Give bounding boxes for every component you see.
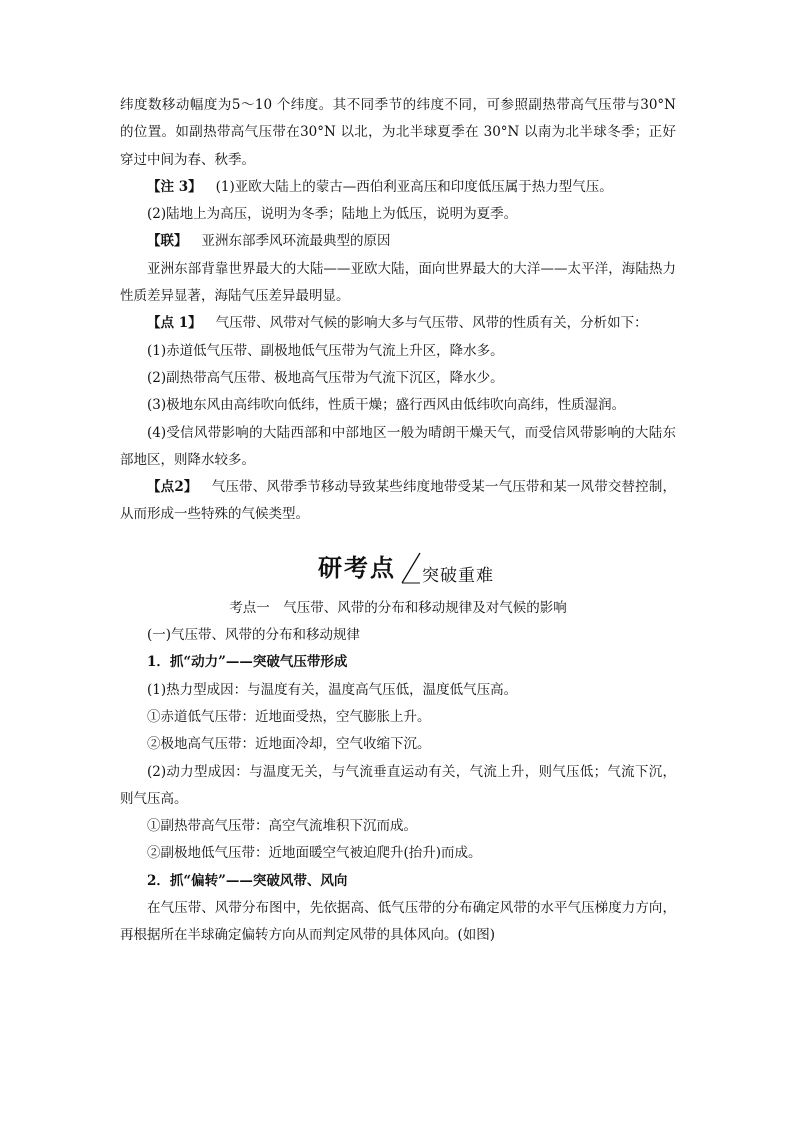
item1-dynamic: (2)动力型成因：与温度无关，与气流垂直运动有关，气流上升，则气压低；气流下沉，则气压高。 bbox=[120, 763, 676, 807]
item1-thermal-2: ②极地高气压带：近地面冷却，空气收缩下沉。 bbox=[147, 736, 431, 753]
point1-item-4: (4)受信风带影响的大陆西部和中部地区一般为晴朗干燥天气，而受信风带影响的大陆东部地区，则降水较多。 bbox=[120, 424, 676, 468]
point1-item-2: (2)副热带高气压带、极地高气压带为气流下沉区，降水少。 bbox=[147, 369, 504, 386]
point1-intro-text: 气压带、风带对气候的影响大多与气压带、风带的性质有关，分析如下： bbox=[215, 315, 648, 332]
item1-thermal: (1)热力型成因：与温度有关，温度高气压低，温度低气压高。 bbox=[147, 681, 518, 698]
point2-tag: 【点2】 bbox=[147, 479, 198, 496]
item1-dynamic-1: ①副热带高气压带：高空气流堆积下沉而成。 bbox=[147, 818, 417, 835]
note3-tag: 【注 3】 bbox=[147, 178, 202, 195]
item1-dynamic-2: ②副极地低气压带：近地面暖空气被迫爬升(抬升)而成。 bbox=[147, 845, 482, 862]
item2-body: 在气压带、风带分布图中，先依据高、低气压带的分布确定风带的水平气压梯度力方向，再根据所在半球确定偏转方向从而判定风带的具体风向。(如图) bbox=[120, 900, 676, 944]
point1-item-3: (3)极地东风由高纬吹向低纬，性质干燥；盛行西风由低纬吹向高纬，性质湿润。 bbox=[147, 397, 626, 414]
banner-slash-divider bbox=[398, 551, 422, 587]
point2-paragraph bbox=[120, 474, 676, 529]
document-body bbox=[120, 92, 676, 950]
paragraph-latitude-shift: 纬度数移动幅度为5～10 个纬度。其不同季节的纬度不同，可参照副热带高气压带与30°N 的位置。如副热带高气压带在30°N 以北，为北半球夏季在 30°N 以南为北半球冬季；正好穿过中间为春、秋季。 bbox=[120, 97, 676, 168]
lian-body: 亚洲东部背靠世界最大的大陆——亚欧大陆，面向世界最大的大洋——太平洋，海陆热力性质差异显著，海陆气压差异最明显。 bbox=[120, 260, 676, 305]
subsection-1: (一)气压带、风带的分布和移动规律 bbox=[147, 627, 361, 644]
lian-tag: 【联】 bbox=[147, 233, 188, 250]
point2-text: 气压带、风带季节移动导致某些纬度地带受某一气压带和某一风带交替控制，从而形成一些特殊的气候类型。 bbox=[120, 479, 676, 523]
item1-title: 1．抓“动力”——突破气压带形成 bbox=[147, 654, 348, 671]
lian-heading bbox=[120, 228, 676, 255]
point1-intro bbox=[120, 310, 676, 337]
note3-line2: (2)陆地上为高压，说明为冬季；陆地上为低压，说明为夏季。 bbox=[147, 206, 518, 223]
note3-line1 bbox=[120, 174, 676, 201]
note3-text1: (1)亚欧大陆上的蒙古—西伯利亚高压和印度低压属于热力型气压。 bbox=[215, 178, 613, 195]
section-banner bbox=[120, 551, 676, 595]
item1-thermal-1: ①赤道低气压带：近地面受热，空气膨胀上升。 bbox=[147, 708, 431, 725]
section-heading: 考点一 气压带、风带的分布和移动规律及对气候的影响 bbox=[229, 599, 567, 616]
lian-title: 亚洲东部季风环流最典型的原因 bbox=[201, 233, 391, 250]
point1-tag: 【点 1】 bbox=[147, 315, 202, 332]
banner-title: 研考点 bbox=[318, 553, 396, 582]
item2-title: 2．抓“偏转”——突破风带、风向 bbox=[147, 872, 348, 889]
banner-subtitle: 突破重难 bbox=[422, 565, 494, 586]
point1-item-1: (1)赤道低气压带、副极地低气压带为气流上升区，降水多。 bbox=[147, 342, 504, 359]
